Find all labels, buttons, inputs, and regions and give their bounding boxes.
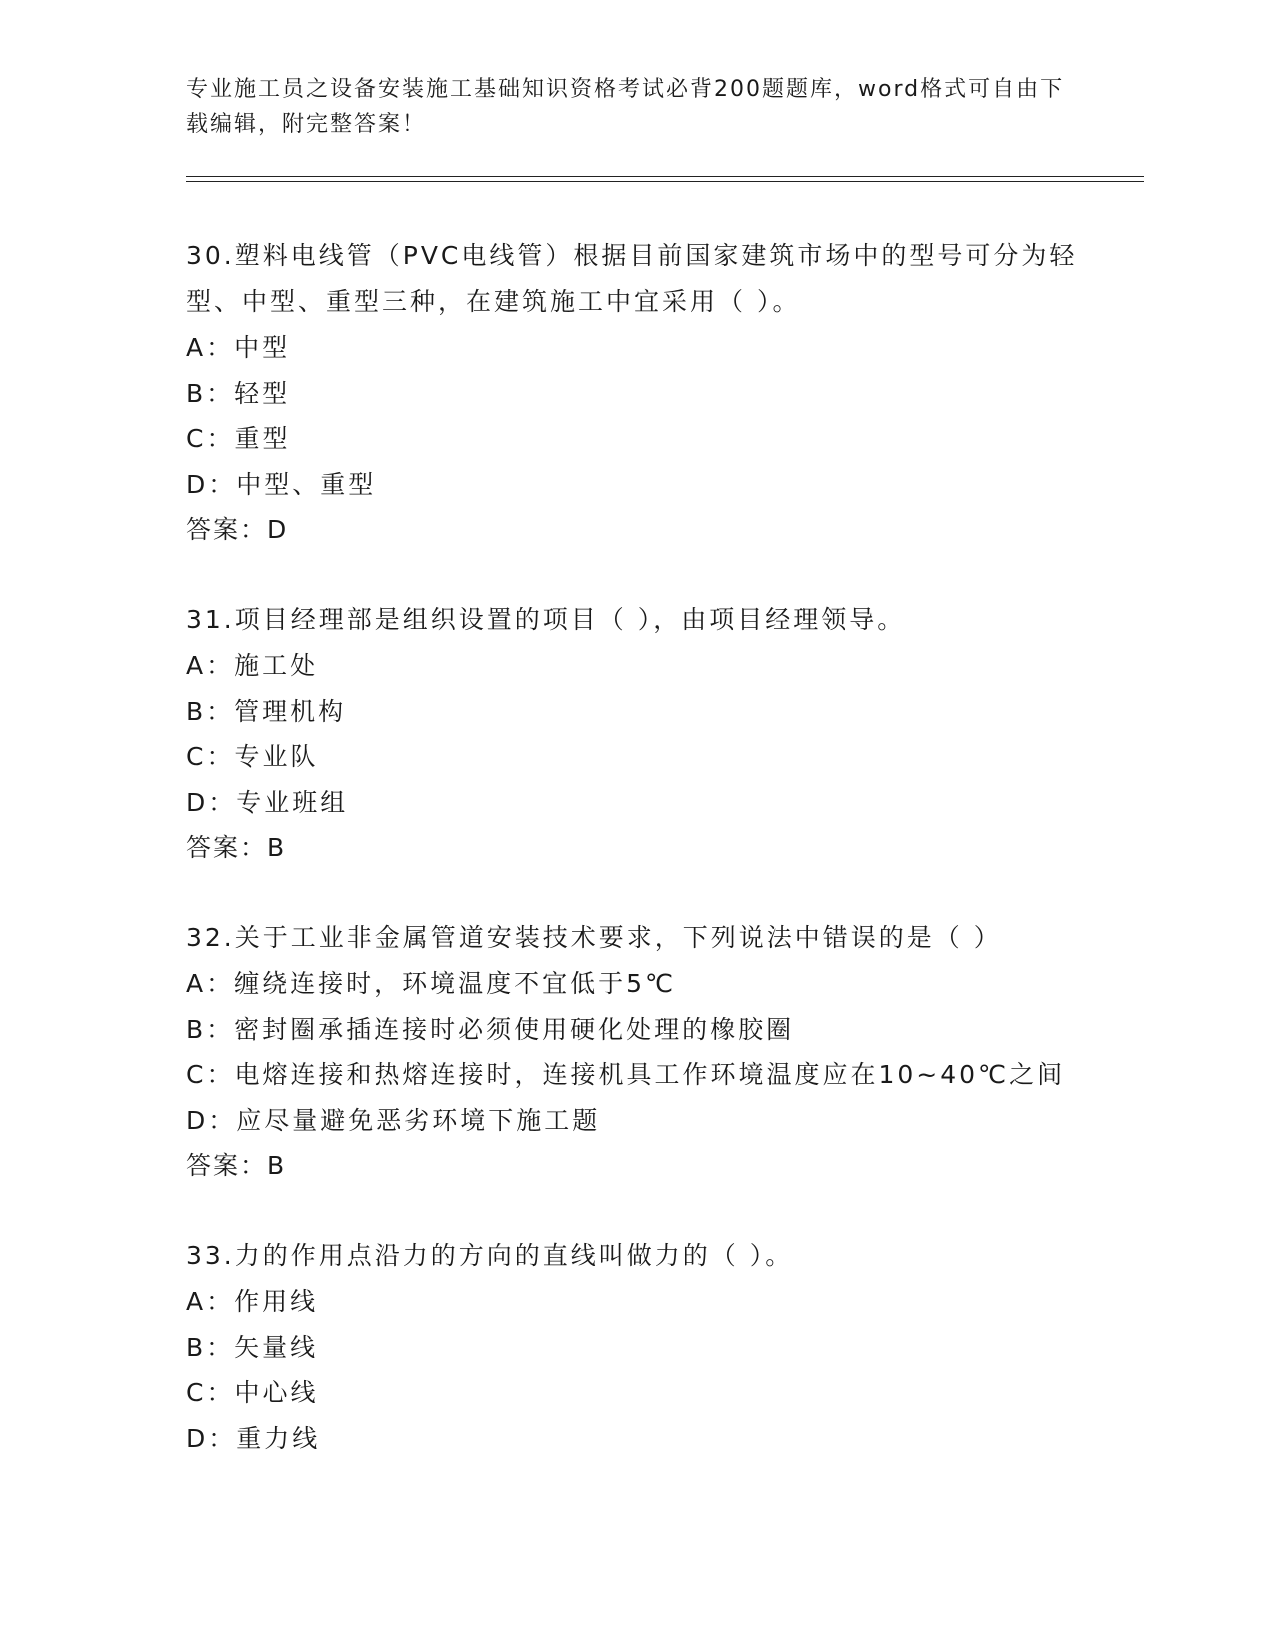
answer-line: 答案：B [186, 833, 287, 862]
question-stem: 30.塑料电线管（PVC电线管）根据目前国家建筑市场中的型号可分为轻型、中型、重型三种，在建筑施工中宜采用（ ）。 [186, 241, 1078, 316]
answer-line: 答案：B [186, 1151, 287, 1180]
option-b: B：矢量线 [186, 1332, 319, 1362]
question-stem: 33.力的作用点沿力的方向的直线叫做力的（ ）。 [186, 1241, 794, 1270]
option-c: C：专业队 [186, 742, 319, 771]
option-a: A：中型 [186, 333, 291, 362]
option-d: D：专业班组 [186, 787, 349, 817]
option-c: C：电熔连接和热熔连接时，连接机具工作环境温度应在10~40℃之间 [186, 1060, 1066, 1089]
answer-line: 答案：D [186, 515, 289, 544]
question-stem: 31.项目经理部是组织设置的项目（ ），由项目经理领导。 [186, 605, 906, 634]
question-33 [186, 1233, 1106, 1461]
option-b: B：密封圈承插连接时必须使用硬化处理的橡胶圈 [186, 1014, 795, 1044]
option-d: D：重力线 [186, 1423, 321, 1453]
option-b: B：管理机构 [186, 696, 347, 726]
option-a: A：施工处 [186, 651, 319, 680]
option-c: C：重型 [186, 424, 291, 453]
question-30 [186, 233, 1106, 553]
header-divider-bottom [186, 181, 1144, 182]
header-divider-top [186, 176, 1144, 177]
question-32 [186, 915, 1106, 1189]
option-b: B：轻型 [186, 378, 291, 408]
option-a: A：缠绕连接时，环境温度不宜低于5℃ [186, 969, 677, 998]
question-stem: 32.关于工业非金属管道安装技术要求，下列说法中错误的是（ ） [186, 923, 1002, 952]
document-header: 专业施工员之设备安装施工基础知识资格考试必背200题题库，word格式可自由下载编辑，附完整答案！ [186, 77, 1065, 137]
option-a: A：作用线 [186, 1287, 319, 1316]
option-d: D：中型、重型 [186, 469, 377, 499]
option-d: D：应尽量避免恶劣环境下施工题 [186, 1105, 601, 1135]
question-31 [186, 597, 1106, 871]
option-c: C：中心线 [186, 1378, 319, 1407]
